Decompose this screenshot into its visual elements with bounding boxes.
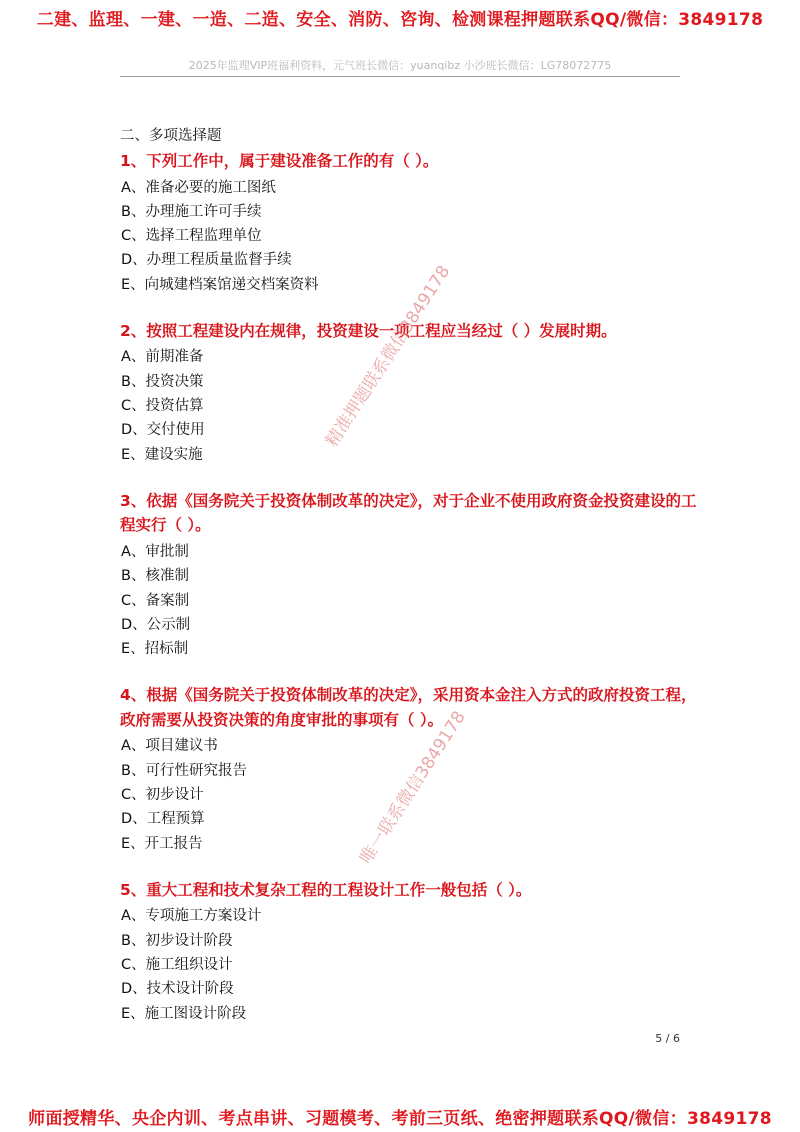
question-stem: 2、按照工程建设内在规律，投资建设一项工程应当经过（ ）发展时期。 (120, 321, 617, 340)
watermark-text: 唯一联系微信3849178 (356, 707, 470, 868)
question-stem: 1、下列工作中，属于建设准备工作的有（ ）。 (120, 152, 439, 170)
option-d: D、技术设计阶段 (121, 981, 234, 998)
page-number: 5 / 6 (655, 1032, 680, 1045)
option-b: B、可行性研究报告 (121, 762, 247, 779)
option-b: B、初步设计阶段 (121, 932, 233, 949)
top-banner: 二建、监理、一建、一造、二造、安全、消防、咨询、检测课程押题联系QQ/微信：3849178 (36, 10, 764, 30)
section-title: 二、多项选择题 (120, 128, 222, 144)
option-d: D、公示制 (121, 616, 191, 633)
question-stem: 5、重大工程和技术复杂工程的工程设计工作一般包括（ ）。 (120, 880, 532, 899)
header-rule (120, 76, 680, 77)
option-c: C、投资估算 (121, 398, 204, 415)
document-content (120, 125, 700, 1048)
option-b: B、核准制 (121, 568, 189, 585)
option-a: A、审批制 (121, 543, 189, 560)
option-b: B、办理施工许可手续 (121, 203, 262, 220)
watermark-text: 精准押题联系微信3849178 (322, 262, 455, 451)
question-stem: 4、根据《国务院关于投资体制改革的决定》，采用资本金注入方式的政府投资工程，政府需要从投资决策的角度审批的事项有（ ）。 (120, 686, 697, 729)
option-e: E、开工报告 (121, 835, 203, 852)
question-1 (120, 149, 700, 297)
option-d: D、交付使用 (121, 422, 205, 439)
option-c: C、备案制 (121, 592, 190, 609)
option-c: C、选择工程监理单位 (121, 228, 262, 245)
option-c: C、施工组织设计 (121, 957, 233, 974)
option-b: B、投资决策 (121, 373, 204, 390)
option-d: D、工程预算 (121, 811, 205, 828)
option-e: E、建设实施 (121, 446, 203, 463)
option-a: A、项目建议书 (121, 738, 218, 755)
question-stem: 3、依据《国务院关于投资体制改革的决定》，对于企业不使用政府资金投资建设的工程实行（ ）。 (120, 491, 697, 535)
option-e: E、招标制 (121, 641, 189, 658)
header-subtitle: 2025年监理VIP班福利资料，元气班长微信：yuanqibz 小沙班长微信：LG78072775 (188, 59, 612, 72)
option-a: A、前期准备 (121, 349, 204, 366)
question-5 (120, 878, 700, 1026)
option-c: C、初步设计 (121, 787, 204, 804)
option-d: D、办理工程质量监督手续 (121, 252, 292, 269)
option-e: E、向城建档案馆递交档案资料 (121, 276, 319, 293)
option-a: A、准备必要的施工图纸 (121, 179, 276, 196)
option-e: E、施工图设计阶段 (121, 1005, 247, 1022)
bottom-banner: 师面授精华、央企内训、考点串讲、习题模考、考前三页纸、绝密押题联系QQ/微信：3849178 (28, 1109, 772, 1129)
option-a: A、专项施工方案设计 (121, 908, 262, 925)
question-3 (120, 489, 700, 661)
